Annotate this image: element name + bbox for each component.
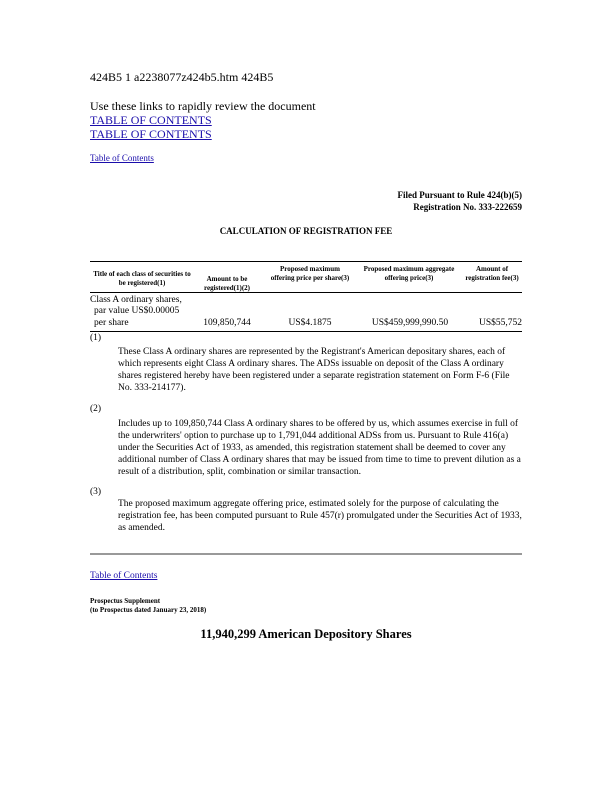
footnote-1-text: These Class A ordinary shares are represented by the Registrant's American depositary shares, each of which represents eight Class A ordinary shares. The ADSs issuable on deposit of the Class A ordinary shares registered hereby have been registered under a separate registration statement on Form F-6 (File No. 333-214177). [118,347,510,393]
header-title-of-class: Title of each class of securities to be registered(1) [93,270,191,287]
footnote-2-number: (2) [90,404,102,414]
table-header-rule [90,292,522,293]
header-amount: Amount to be registered(1)(2) [204,275,250,292]
header-registration-fee: Amount of registration fee(3) [465,265,519,282]
filing-info [398,189,523,213]
row-title-line3: per share [94,318,129,328]
row-aggregate: US$459,999,990.50 [371,318,449,328]
table-of-contents-link-bottom[interactable]: Table of Contents [90,571,158,581]
header-aggregate-price: Proposed maximum aggregate offering price(3) [363,265,455,282]
filed-pursuant: Filed Pursuant to Rule 424(b)(5) [397,190,522,200]
prospectus-date: (to Prospectus dated January 23, 2018) [90,606,207,614]
table-of-contents-link-top[interactable]: Table of Contents [90,153,154,163]
row-title-line1: Class A ordinary shares, [90,295,182,305]
calculation-title: CALCULATION OF REGISTRATION FEE [219,226,393,236]
table-top-rule [90,261,522,262]
document-header: 424B5 1 a2238077z424b5.htm 424B5 [90,70,274,84]
footnote-1-number: (1) [90,333,102,343]
row-amount: 109,850,744 [203,318,251,328]
prospectus-supplement-label: Prospectus Supplement [90,597,161,605]
row-title-line2: par value US$0.00005 [94,306,180,316]
footnote-3-text: The proposed maximum aggregate offering price, estimated solely for the purpose of calculating the registration fee, has been computed pursuant to Rule 457(r) promulgated under the Securities Act of 1933, as amended. [118,499,522,533]
toc-link-1[interactable]: TABLE OF CONTENTS [90,113,212,127]
row-fee: US$55,752 [478,318,522,328]
prospectus-supplement [90,597,206,615]
registration-number: Registration No. 333-222659 [413,202,522,212]
footnote-2-text: Includes up to 109,850,744 Class A ordinary shares to be offered by us, which assumes exercise in full of the underwriters' option to purchase up to 1,791,044 additional ADSs from us. Pursuant to Rule 416(a) under the Securities Act of 1933, as amended, this registration statement shall be deemed to cover any additional number of Class A ordinary shares that may be issued from time to time to prevent dilution as a result of a distribution, split, combination or similar transaction. [118,419,521,477]
toc-link-2[interactable]: TABLE OF CONTENTS [90,127,212,141]
footnote-3-number: (3) [90,487,102,497]
offering-title: 11,940,299 American Depository Shares [200,627,412,641]
table-bottom-rule [90,331,522,332]
row-price: US$4.1875 [288,318,332,328]
review-links-intro: Use these links to rapidly review the document [90,99,316,113]
header-price-per-share: Proposed maximum offering price per share(3) [270,265,350,282]
section-divider [90,553,522,555]
